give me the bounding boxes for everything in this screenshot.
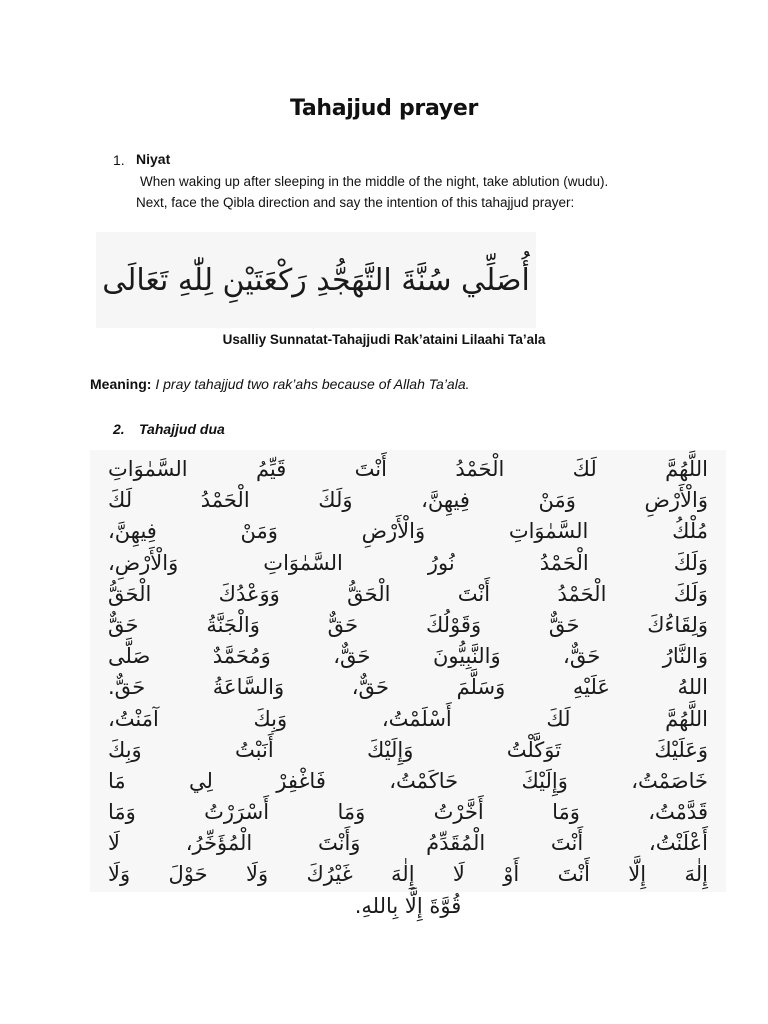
dua-line: اللَّهُمَّ لَكَ الْحَمْدُ أَنْتَ قَيِّمُ السَّمٰوَاتِ — [108, 457, 708, 481]
section-2-heading: Tahajjud dua — [139, 421, 225, 437]
dua-line: اللهُ عَلَيْهِ وَسَلَّمَ حَقٌّ، وَالسَّاعَةُ حَقٌّ. — [108, 675, 708, 700]
meaning-label: Meaning: — [90, 376, 152, 392]
section-1-number: 1. — [113, 152, 125, 168]
dua-line: وَالنَّارُ حَقٌّ، وَالنَّبِيُّونَ حَقٌّ، وَمُحَمَّدٌ صَلَّى — [108, 644, 708, 669]
niyat-transliteration: Usalliy Sunnatat-Tahajjudi Rak’ataini Lilaahi Ta’ala — [222, 332, 546, 347]
dua-line: أَعْلَنْتُ، أَنْتَ الْمُقَدِّمُ وَأَنْتَ الْمُؤَخِّرُ، لَا — [108, 831, 708, 856]
dua-line: وَالْأَرْضِ وَمَنْ فِيهِنَّ، وَلَكَ الْحَمْدُ لَكَ — [108, 488, 708, 513]
dua-line: قُوَّةَ إِلَّا بِاللهِ. — [354, 893, 462, 918]
tahajjud-dua-arabic — [90, 450, 726, 918]
section-2-number: 2. — [113, 421, 125, 437]
meaning-paragraph — [90, 376, 470, 392]
section-1-line-1: When waking up after sleeping in the middle of the night, take ablution (wudu). — [140, 174, 609, 189]
dua-line: إِلٰهَ إِلَّا أَنْتَ أَوْ لَا إِلٰهَ غَيْرُكَ وَلَا حَوْلَ وَلَا — [108, 862, 708, 887]
dua-line: وَلَكَ الْحَمْدُ نُورُ السَّمٰوَاتِ وَالْأَرْضِ، — [108, 550, 708, 575]
niyat-arabic-text: أُصَلِّي سُنَّةَ التَّهَجُّدِ رَكْعَتَيْنِ لِلّٰهِ تَعَالَى — [96, 232, 536, 328]
dua-line: وَلَكَ الْحَمْدُ أَنْتَ الْحَقُّ وَوَعْدُكَ الْحَقُّ — [108, 581, 708, 606]
page-title: Tahajjud prayer — [289, 96, 479, 121]
dua-line: مُلْكُ السَّمٰوَاتِ وَالْأَرْضِ وَمَنْ فِيهِنَّ، — [108, 519, 708, 544]
meaning-text: I pray tahajjud two rak’ahs because of Allah Ta’ala. — [155, 376, 470, 392]
section-2-heading-row — [113, 421, 225, 437]
dua-line: قَدَّمْتُ، وَمَا أَخَّرْتُ وَمَا أَسْرَرْتُ وَمَا — [108, 800, 708, 825]
dua-line: خَاصَمْتُ، وَإِلَيْكَ حَاكَمْتُ، فَاغْفِرْ لِي مَا — [108, 768, 708, 793]
dua-line: وَعَلَيْكَ تَوَكَّلْتُ وَإِلَيْكَ أَنَبْتُ وَبِكَ — [108, 737, 708, 762]
dua-line: اللَّهُمَّ لَكَ أَسْلَمْتُ، وَبِكَ آمَنْتُ، — [108, 706, 708, 731]
section-1-line-2: Next, face the Qibla direction and say the intention of this tahajjud prayer: — [136, 195, 575, 210]
section-1-heading: Niyat — [136, 151, 171, 167]
dua-line: وَلِقَاءُكَ حَقٌّ وَقَوْلُكَ حَقٌّ وَالْجَنَّةُ حَقٌّ — [108, 612, 708, 637]
